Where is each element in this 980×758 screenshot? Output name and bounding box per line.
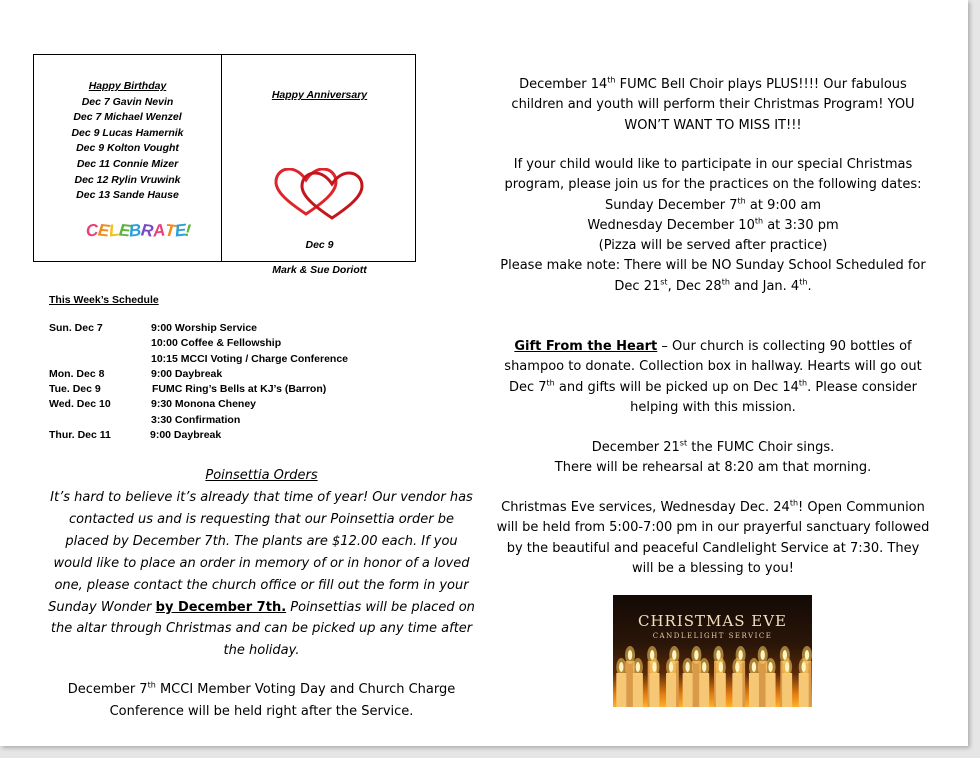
candle xyxy=(799,673,809,707)
schedule-event: FUMC Ring’s Bells at KJ’s (Barron) xyxy=(152,383,327,396)
candle-flame xyxy=(694,650,698,660)
christmas-eve-notice xyxy=(496,498,930,579)
choir-text: the FUMC Choir sings. xyxy=(687,440,835,455)
bell-choir-notice xyxy=(496,75,930,136)
celebrate-letter: ! xyxy=(184,220,192,241)
image-title: CHRISTMAS EVE xyxy=(637,612,788,630)
ordinal-suffix: th xyxy=(147,680,156,690)
celebrate-letter: A xyxy=(151,220,166,241)
ordinal-suffix: th xyxy=(789,498,799,508)
candle-flame xyxy=(719,662,723,672)
practice-text: Wednesday December 10 xyxy=(587,217,755,233)
voting-text: MCCI Member Voting Day and Church Charge Conference will be held right after the Service. xyxy=(109,682,456,719)
birthday-entry: Dec 7 Gavin Nevin xyxy=(81,95,174,108)
celebrate-letter: C xyxy=(84,220,99,241)
gift-title: Gift From the Heart xyxy=(514,339,658,354)
birthday-entry: Dec 13 Sande Hause xyxy=(76,189,179,202)
anniversary-date: Dec 9 xyxy=(305,239,334,251)
gift-text: and gifts will be picked up on Dec 14 xyxy=(554,379,799,395)
image-subtitle: CANDLELIGHT SERVICE xyxy=(652,632,773,640)
candle xyxy=(732,673,742,707)
schedule-event: 9:00 Daybreak xyxy=(151,367,223,380)
celebrate-letter: T xyxy=(163,220,176,241)
practice-date xyxy=(496,196,930,216)
celebrate-letter: L xyxy=(107,220,120,241)
eve-text: ! Open Communion will be held from 5:00-7:00 pm in our prayerful sanctuary followed by the beautiful and peaceful Candlelight Service at 7:30. They will be a blessing to you! xyxy=(496,500,930,576)
birthday-heading: Happy Birthday xyxy=(88,80,167,92)
bell-text: December 14 xyxy=(519,77,608,92)
celebrate-clipart xyxy=(86,221,191,241)
candle-flame xyxy=(752,662,756,672)
note-text: Please make note: There will be NO Sunday School Scheduled for Dec 21 xyxy=(500,258,926,294)
practice-text: at 9:00 am xyxy=(745,197,822,213)
schedule-event: 9:00 Daybreak xyxy=(150,429,222,442)
candle xyxy=(616,673,626,707)
candle-flame xyxy=(669,662,673,672)
candle xyxy=(782,673,792,707)
candle xyxy=(666,673,676,707)
ordinal-suffix: th xyxy=(737,196,746,206)
candle xyxy=(699,673,709,707)
candle-flame xyxy=(628,650,632,660)
candle xyxy=(716,673,726,707)
schedule-title: This Week’s Schedule xyxy=(49,294,159,306)
schedule-day: Sun. Dec 7 xyxy=(49,322,103,334)
candle-flame xyxy=(805,650,809,660)
candle-flame xyxy=(735,662,739,672)
poinsettia-body xyxy=(48,487,475,662)
poinsettia-deadline: by December 7th. xyxy=(155,599,287,615)
schedule-day: Tue. Dec 9 xyxy=(49,383,101,396)
anniversary-names: Mark & Sue Doriott xyxy=(272,264,367,276)
birthday-entry: Dec 11 Connie Mizer xyxy=(76,157,179,170)
practice-text: Sunday December 7 xyxy=(604,197,738,213)
poinsettia-title: Poinsettia Orders xyxy=(205,468,318,483)
schedule-day: Thur. Dec 11 xyxy=(49,429,111,442)
practice-text: at 3:30 pm xyxy=(763,217,839,233)
anniversary-heading: Happy Anniversary xyxy=(271,89,368,101)
ordinal-suffix: th xyxy=(721,277,730,287)
birthday-column xyxy=(34,79,221,204)
candle xyxy=(766,673,776,707)
candle-flame xyxy=(672,650,676,660)
gift-text: . Please consider helping with this mission. xyxy=(630,379,918,415)
candle-flame xyxy=(636,662,640,672)
christmas-eve-image xyxy=(613,595,812,707)
celebrate-letter: E xyxy=(117,220,131,241)
candle-flame xyxy=(802,662,806,672)
candle-flame xyxy=(768,662,772,672)
candle-flame xyxy=(761,650,765,660)
candle xyxy=(749,673,759,707)
candle-flame xyxy=(738,650,742,660)
bell-text: FUMC Bell Choir plays PLUS!!!! Our fabulous children and youth will perform their Christmas Program! YOU WON’T WANT TO MISS IT!!! xyxy=(511,77,915,133)
choir-text: December 21 xyxy=(591,440,680,455)
candle-flame xyxy=(685,662,689,672)
schedule-event: 3:30 Confirmation xyxy=(151,413,241,426)
ordinal-suffix: th xyxy=(754,216,764,226)
celebrations-box xyxy=(33,54,416,276)
voting-notice xyxy=(48,679,475,723)
schedule-event: 10:15 MCCI Voting / Charge Conference xyxy=(151,352,349,365)
ordinal-suffix: st xyxy=(660,277,668,287)
program-notice xyxy=(496,155,930,297)
birthday-entry: Dec 7 Michael Wenzel xyxy=(73,111,182,124)
candle xyxy=(649,673,659,707)
ordinal-suffix: th xyxy=(546,378,555,388)
ordinal-suffix: th xyxy=(799,277,808,287)
celebrate-letter: B xyxy=(128,220,143,241)
program-intro: If your child would like to participate in our special Christmas program, please join us for the practices on the following dates: xyxy=(504,157,922,193)
poinsettia-text: It’s hard to believe it’s already that time of year! Our vendor has contacted us and is requesting that our Poinsettia order be placed by December 7th. The plants are $12.00 each. If you would like to place an order in memory of or in honor of a loved one, please contact the church office or fill out the form in your Sunday Wonder xyxy=(48,490,473,615)
note-text: . xyxy=(807,278,812,294)
eve-text: Christmas Eve services, Wednesday Dec. 24 xyxy=(501,500,790,515)
candle-flame xyxy=(652,662,656,672)
rehearsal-line: There will be rehearsal at 8:20 am that morning. xyxy=(554,460,872,476)
choir-notice xyxy=(496,438,930,479)
celebrate-letter: E xyxy=(173,220,187,241)
poinsettia-text: Poinsettias will be placed on the altar through Christmas and can be picked up any time after the holiday. xyxy=(50,599,475,659)
ordinal-suffix: th xyxy=(798,378,808,388)
box-divider xyxy=(221,55,222,261)
birthday-entry: Dec 9 Lucas Hamernik xyxy=(71,126,184,139)
ordinal-suffix: th xyxy=(607,75,616,85)
birthday-entry: Dec 12 Rylin Vruwink xyxy=(74,173,181,186)
schedule-day: Mon. Dec 8 xyxy=(49,367,105,380)
sunday-school-note xyxy=(496,256,930,297)
candle-flame xyxy=(619,662,623,672)
note-text: and Jan. 4 xyxy=(729,278,800,294)
celebrate-letter: R xyxy=(140,220,154,241)
celebrate-letter: E xyxy=(96,220,110,241)
practice-date xyxy=(496,216,930,236)
candle xyxy=(683,673,693,707)
choir-line xyxy=(496,438,930,458)
gift-notice xyxy=(496,337,930,418)
candle xyxy=(633,673,643,707)
candle-flame xyxy=(702,662,706,672)
double-heart-icon xyxy=(274,168,364,220)
schedule-event: 9:00 Worship Service xyxy=(151,322,258,334)
pizza-note: (Pizza will be served after practice) xyxy=(598,238,828,254)
note-text: , Dec 28 xyxy=(667,278,722,294)
schedule-event: 10:00 Coffee & Fellowship xyxy=(151,337,282,350)
birthday-entry: Dec 9 Kolton Vought xyxy=(76,142,179,155)
candle-flame xyxy=(785,662,789,672)
gift-text: – Our church is collecting 90 bottles of shampoo to donate. Collection box in hallway. Hearts will go out Dec 7 xyxy=(504,339,922,395)
ordinal-suffix: st xyxy=(679,438,688,448)
schedule-event: 9:30 Monona Cheney xyxy=(151,398,257,411)
schedule-day: Wed. Dec 10 xyxy=(49,398,111,411)
voting-text: December 7 xyxy=(67,682,148,697)
